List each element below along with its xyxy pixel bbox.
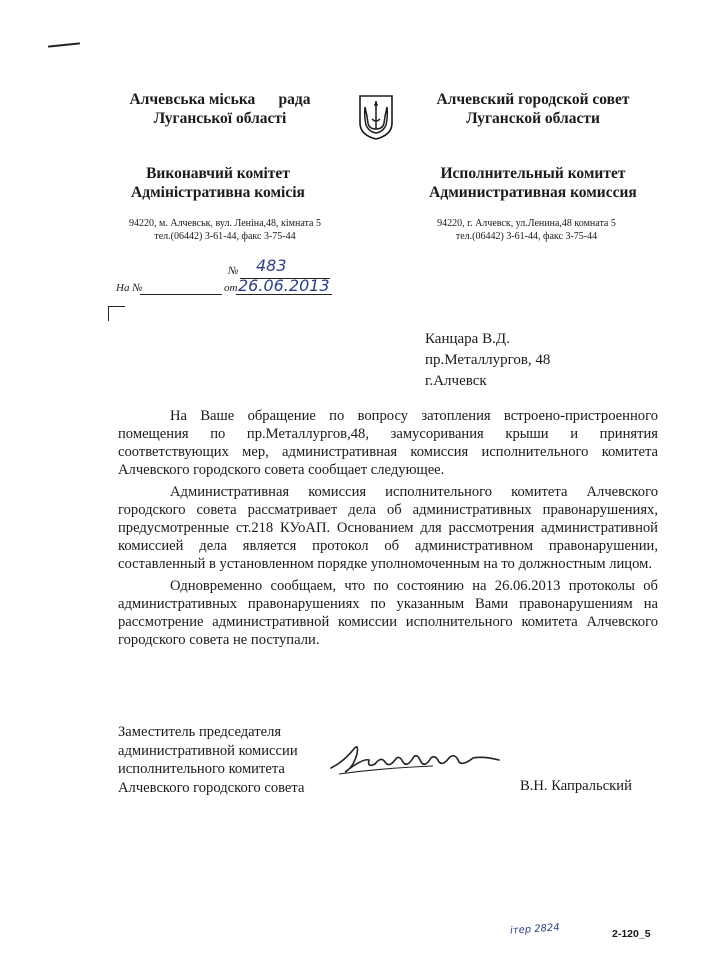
recipient-street: пр.Металлургов, 48 bbox=[425, 352, 551, 368]
recipient-block bbox=[425, 329, 550, 392]
left-address: 94220, м. Алчевськ, вул. Леніна,48, кімната 5 тел.(06442) 3-61-44, факс 3-75-44 bbox=[129, 218, 321, 242]
signatory-name: В.Н. Капральский bbox=[520, 778, 632, 794]
body-paragraph: Административная комиссия исполнительного комитета Алчевского городского совета рассматривает дела об административных правонарушениях, предусмотренные ст.218 КУоАП. Основанием для рассмотрения административной комиссией дела является протокол об административном правонарушении, составленный в установленном порядке уполномоченным на то должностным лицом. bbox=[118, 484, 658, 572]
body-paragraph: На Ваше обращение по вопросу затопления встроено-пристроенного помещения по пр.Металлургов,48, замусоривания крыши и принятия соответствующих мер, административная комиссия исполнительного комитета Алчевского городского совета сообщает следующее. bbox=[118, 408, 658, 478]
address-bracket bbox=[108, 306, 125, 321]
right-org-name: Алчевский городской совет Луганской области bbox=[436, 91, 630, 127]
left-org-name: Алчевська міська рада Луганської області bbox=[129, 91, 311, 127]
recipient-city: г.Алчевск bbox=[425, 373, 487, 389]
date-label: от bbox=[224, 282, 238, 294]
date-value: 26.06.2013 bbox=[238, 276, 330, 295]
body-paragraph: Одновременно сообщаем, что по состоянию на 26.06.2013 протоколы об административных правонарушениях по указанным Вами правонарушениям на рассмотрение административной комиссии исполнительного комитета Алчевского городского совета не поступали. bbox=[118, 578, 658, 648]
right-committee: Исполнительный комитет Административная комиссия bbox=[429, 165, 637, 201]
document-code: 2-120_5 bbox=[612, 928, 651, 940]
letter-body bbox=[118, 407, 658, 653]
reply-to-line bbox=[140, 294, 222, 295]
signatory-position: Заместитель председателя административной комиссии исполнительного комитета Алчевского городского совета bbox=[118, 724, 305, 796]
registration-stamp: ітер 2824 bbox=[509, 922, 561, 937]
reply-to-label: На № bbox=[116, 282, 143, 294]
right-address: 94220, г. Алчевск, ул.Ленина,48 комната 5 тел.(06442) 3-61-44, факс 3-75-44 bbox=[437, 218, 616, 242]
recipient-name: Канцара В.Д. bbox=[425, 331, 510, 347]
date-line bbox=[236, 294, 332, 295]
coat-of-arms-icon bbox=[357, 93, 395, 141]
corner-mark bbox=[48, 42, 80, 47]
handwritten-signature bbox=[323, 728, 503, 788]
outgoing-number-value: 483 bbox=[256, 256, 287, 275]
left-committee: Виконавчий комітет Адміністративна комісія bbox=[131, 165, 305, 201]
outgoing-number-label: № bbox=[228, 265, 239, 277]
